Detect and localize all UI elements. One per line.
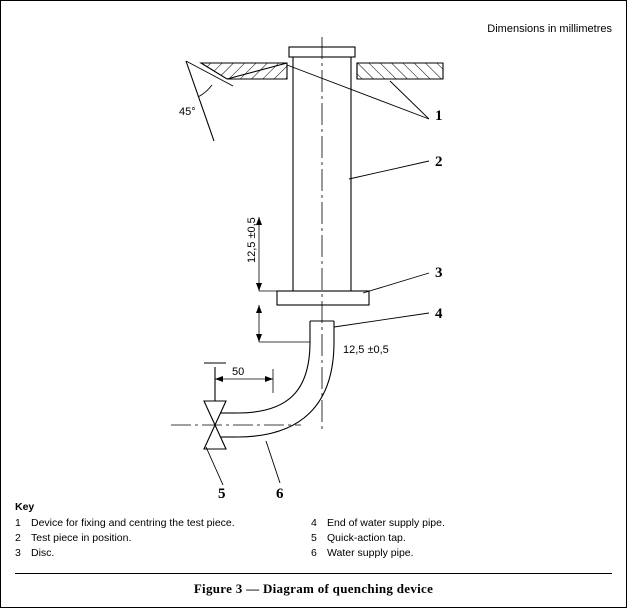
- key-item: [15, 516, 311, 531]
- dimension-pipe-end-label: 12,5 ±0,5: [343, 344, 389, 356]
- key-item-text: Water supply pipe.: [327, 547, 414, 559]
- callout-2-label: 2: [435, 154, 443, 170]
- key-item-text: Disc.: [31, 547, 55, 559]
- key-item-text: Quick-action tap.: [327, 532, 406, 544]
- key-item-text: End of water supply pipe.: [327, 517, 445, 529]
- key-item-number: 5: [311, 532, 317, 544]
- dimension-disc-to-pipe-end: [256, 305, 310, 342]
- angle-label: 45°: [179, 106, 196, 118]
- fixing-plate-left: [201, 63, 287, 79]
- callout-4-label: 4: [435, 306, 443, 322]
- divider: [15, 573, 612, 574]
- key-item-number: 4: [311, 517, 317, 529]
- key-item: [311, 546, 611, 561]
- callout-6-label: 6: [276, 486, 284, 502]
- key-item: [311, 531, 611, 546]
- key-item: [15, 546, 311, 561]
- callout-leader-2: [349, 161, 429, 179]
- callout-leader-3: [363, 273, 429, 293]
- disc: [277, 291, 369, 305]
- key-item: [15, 531, 311, 546]
- callout-5-label: 5: [218, 486, 226, 502]
- key-item: [311, 516, 611, 531]
- fixing-plate-right: [357, 63, 443, 79]
- key-item-number: 1: [15, 517, 21, 529]
- dimension-plate-disc-label: 12,5 ±0,5: [246, 217, 258, 263]
- callout-1-label: 1: [435, 108, 443, 124]
- callout-leader-5: [206, 447, 223, 485]
- key-column-left: [15, 516, 311, 561]
- key-item-text: Test piece in position.: [31, 532, 132, 544]
- key-item-number: 6: [311, 547, 317, 559]
- water-supply-pipe: [221, 342, 334, 437]
- key-column-right: [311, 516, 611, 561]
- dimension-50-label: 50: [232, 366, 245, 378]
- dimensions-note: Dimensions in millimetres: [487, 23, 612, 35]
- key-item-number: 2: [15, 532, 21, 544]
- callout-leader-4: [334, 313, 429, 327]
- figure-caption: Figure 3 — Diagram of quenching device: [193, 581, 434, 596]
- callout-3-label: 3: [435, 265, 443, 281]
- callout-leader-6: [266, 441, 280, 483]
- key-block: [15, 501, 613, 561]
- key-item-number: 3: [15, 547, 21, 559]
- key-title: Key: [15, 501, 35, 513]
- key-item-text: Device for fixing and centring the test piece.: [31, 517, 235, 529]
- quick-action-tap: [204, 363, 226, 449]
- dimension-plate-to-disc: [256, 217, 277, 291]
